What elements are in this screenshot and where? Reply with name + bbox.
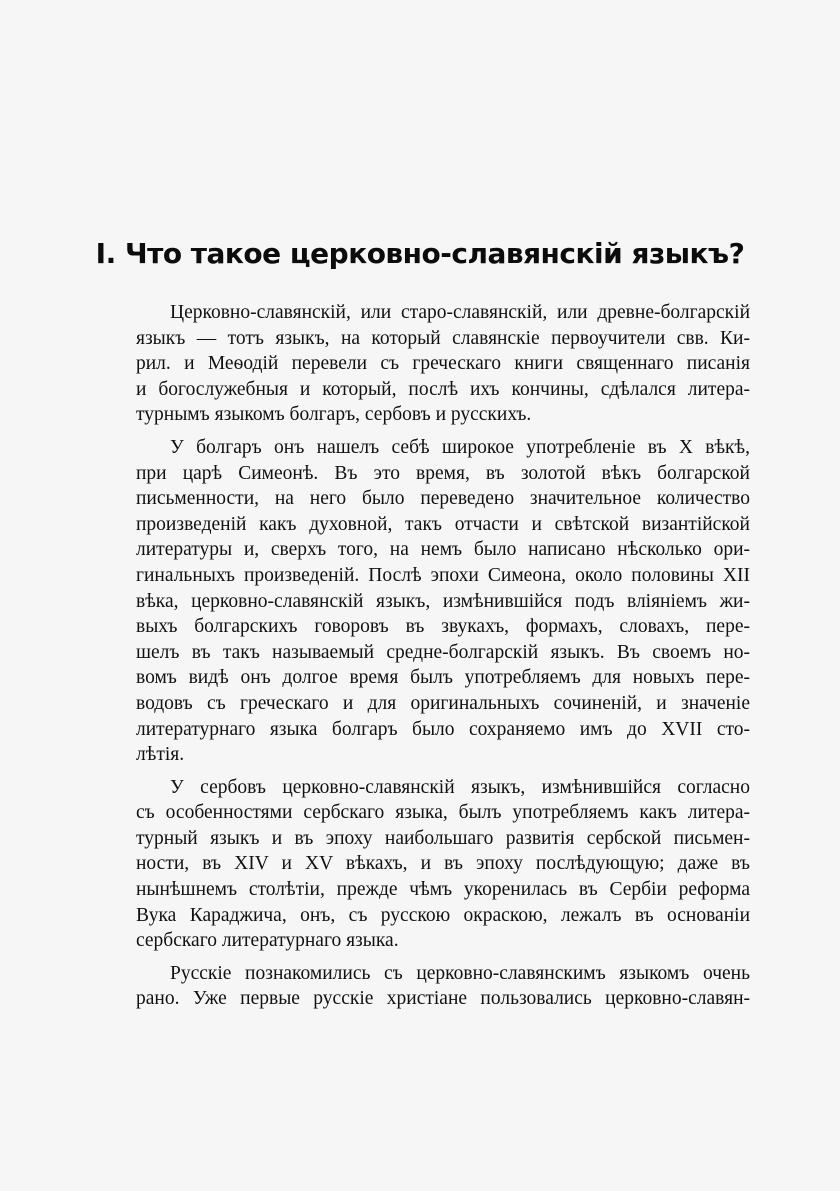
text-line: произведеній какъ духовной, такъ отчасти и свѣтской византійской — [136, 513, 750, 535]
text-line: шелъ въ такъ называемый средне-болгарскій языкъ. Въ своемъ но- — [136, 641, 750, 663]
text-line: гинальныхъ произведеній. Послѣ эпохи Симеона, около половины XII — [136, 564, 750, 586]
text-line: рано. Уже первые русскіе христіане пользовались церковно-славян- — [136, 988, 750, 1010]
text-line: съ особенностями сербскаго языка, былъ употребляемъ какъ литера- — [136, 802, 750, 824]
paragraph-3 — [136, 775, 750, 954]
text-line: и богослужебныя и который, послѣ ихъ кончины, сдѣлался литера- — [136, 378, 750, 400]
paragraph-1 — [136, 300, 750, 428]
body-text — [136, 300, 750, 1012]
text-line: У болгаръ онъ нашелъ себѣ широкое употребленіе въ X вѣкѣ, — [170, 436, 750, 458]
text-line: У сербовъ церковно-славянскій языкъ, измѣнившійся согласно — [170, 776, 750, 798]
text-line: лѣтія. — [136, 744, 185, 766]
paragraph-2 — [136, 435, 750, 768]
text-line: литературы и, сверхъ того, на немъ было написано нѣсколько ори- — [136, 539, 750, 561]
text-line: Русскіе познакомились съ церковно-славянскимъ языкомъ очень — [170, 962, 750, 984]
paragraph-spacing — [136, 428, 750, 435]
text-line: турный языкъ и въ эпоху наибольшаго развитія сербской письмен- — [136, 827, 750, 849]
text-line: вомъ видѣ онъ долгое время былъ употребляемъ для новыхъ пере- — [136, 667, 750, 689]
text-line: при царѣ Симеонѣ. Въ это время, въ золотой вѣкъ болгарской — [136, 462, 750, 484]
text-line: вѣка, церковно-славянскій языкъ, измѣнившійся подъ вліяніемъ жи- — [136, 590, 750, 612]
text-line: водовъ съ греческаго и для оригинальныхъ сочиненій, и значеніе — [136, 692, 750, 714]
text-line: рил. и Меѳодій перевели съ греческаго книги священнаго писанія — [136, 353, 750, 375]
text-line: выхъ болгарскихъ говоровъ въ звукахъ, формахъ, словахъ, пере- — [136, 616, 750, 638]
text-line: письменности, на него было переведено значительное количество — [136, 488, 750, 510]
text-line: сербскаго литературнаго языка. — [136, 930, 399, 952]
paragraph-spacing — [136, 954, 750, 961]
text-line: литературнаго языка болгаръ было сохраняемо имъ до XVII сто- — [136, 718, 750, 740]
chapter-title: I. Что такое церковно-славянскій языкъ? — [95, 237, 745, 270]
text-line: Вука Караджича, онъ, съ русскою окраскою, лежалъ въ основаніи — [136, 904, 750, 926]
text-line: ности, въ XIV и XV вѣкахъ, и въ эпоху послѣдующую; даже въ — [136, 853, 750, 875]
text-line: нынѣшнемъ столѣтіи, прежде чѣмъ укоренилась въ Сербіи реформа — [136, 879, 750, 901]
text-line: языкъ — тотъ языкъ, на который славянскіе первоучители свв. Ки- — [136, 327, 750, 349]
text-line: Церковно-славянскій, или старо-славянскій, или древне-болгарскій — [170, 302, 750, 323]
paragraph-spacing — [136, 768, 750, 775]
text-line: турнымъ языкомъ болгаръ, сербовъ и русскихъ. — [136, 404, 532, 426]
paragraph-4 — [136, 961, 750, 1012]
